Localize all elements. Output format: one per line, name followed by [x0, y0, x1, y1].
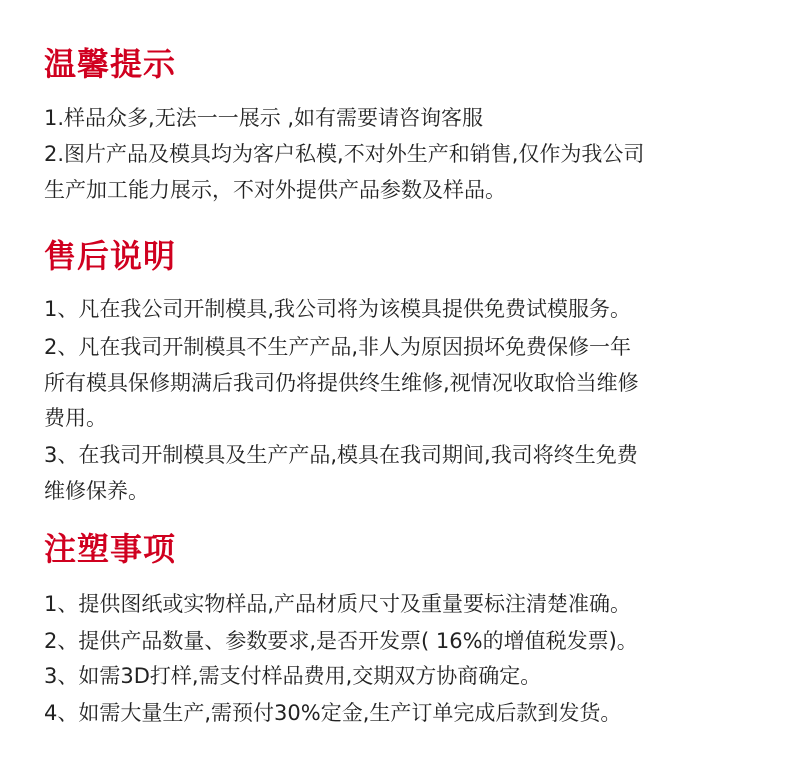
- after-sales-line-1: 1、凡在我公司开制模具,我公司将为该模具提供免费试模服务。: [44, 297, 632, 321]
- section-title-injection: 注塑事项: [44, 530, 177, 568]
- section-title-notice: 温馨提示: [44, 45, 177, 83]
- notice-line-1: 1.样品众多,无法一一展示 ,如有需要请咨询客服: [44, 106, 484, 130]
- injection-line-3: 3、如需3D打样,需支付样品费用,交期双方协商确定。: [44, 664, 542, 688]
- section-title-after-sales: 售后说明: [44, 237, 177, 275]
- after-sales-line-5: 3、在我司开制模具及生产产品,模具在我司期间,我司将终生免费: [44, 443, 638, 467]
- notice-line-3: 生产加工能力展示，不对外提供产品参数及样品。: [44, 178, 506, 202]
- injection-line-2: 2、提供产品数量、参数要求,是否开发票( 16%的增值税发票)。: [44, 629, 638, 653]
- injection-line-4: 4、如需大量生产,需预付30%定金,生产订单完成后款到发货。: [44, 701, 622, 725]
- injection-line-1: 1、提供图纸或实物样品,产品材质尺寸及重量要标注清楚准确。: [44, 592, 632, 616]
- after-sales-line-4: 费用。: [44, 406, 107, 430]
- after-sales-line-2: 2、凡在我司开制模具不生产产品,非人为原因损坏免费保修一年: [44, 335, 632, 359]
- notice-line-2: 2.图片产品及模具均为客户私模,不对外生产和销售,仅作为我公司: [44, 142, 645, 166]
- after-sales-line-6: 维修保养。: [44, 479, 149, 503]
- after-sales-line-3: 所有模具保修期满后我司仍将提供终生维修,视情况收取恰当维修: [44, 371, 639, 395]
